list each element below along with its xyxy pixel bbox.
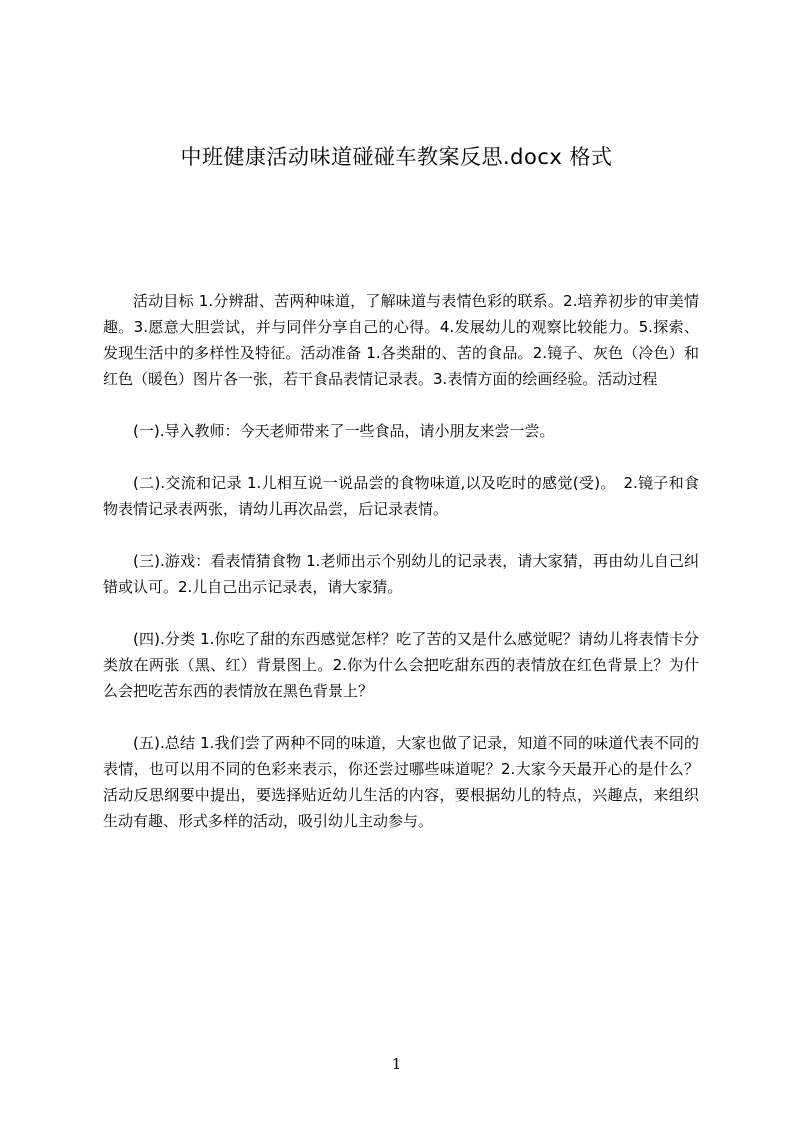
paragraph-step-2: (二).交流和记录 1.儿相互说一说品尝的食物味道,以及吃时的感觉(受)。 2.镜子和食物表情记录表两张，请幼儿再次品尝，后记录表情。 [103,474,699,518]
paragraph-step-5: (五).总结 1.我们尝了两种不同的味道，大家也做了记录，知道不同的味道代表不同的表情，也可以用不同的色彩来表示，你还尝过哪些味道呢？2.大家今天最开心的是什么？活动反思纲要中提出，要选择贴近幼儿生活的内容，要根据幼儿的特点，兴趣点，来组织生动有趣、形式多样的活动，吸引幼儿主动参与。 [103,734,699,830]
paragraph-goals-preparation: 活动目标 1.分辨甜、苦两种味道，了解味道与表情色彩的联系。2.培养初步的审美情趣。3.愿意大胆尝试，并与同伴分享自己的心得。4.发展幼儿的观察比较能力。5.探索、发现生活中的多样性及特征。活动准备 1.各类甜的、苦的食品。2.镜子、灰色（冷色）和红色（暖色）图片各一张，若干食品表情记录表。3.表情方面的绘画经验。活动过程 [103,292,699,388]
document-title: 中班健康活动味道碰碰车教案反思.docx 格式 [180,145,613,169]
document-body [103,288,699,860]
page-number: 1 [391,1055,402,1073]
paragraph-step-4: (四).分类 1.你吃了甜的东西感觉怎样？吃了苦的又是什么感觉呢？请幼儿将表情卡分类放在两张（黑、红）背景图上。2.你为什么会把吃甜东西的表情放在红色背景上？为什么会把吃苦东西的表情放在黑色背景上？ [103,630,699,700]
paragraph-step-3: (三).游戏：看表情猜食物 1.老师出示个别幼儿的记录表，请大家猜，再由幼儿自己纠错或认可。2.儿自己出示记录表，请大家猜。 [103,552,699,596]
paragraph-step-1: (一).导入教师：今天老师带来了一些食品，请小朋友来尝一尝。 [133,422,555,440]
